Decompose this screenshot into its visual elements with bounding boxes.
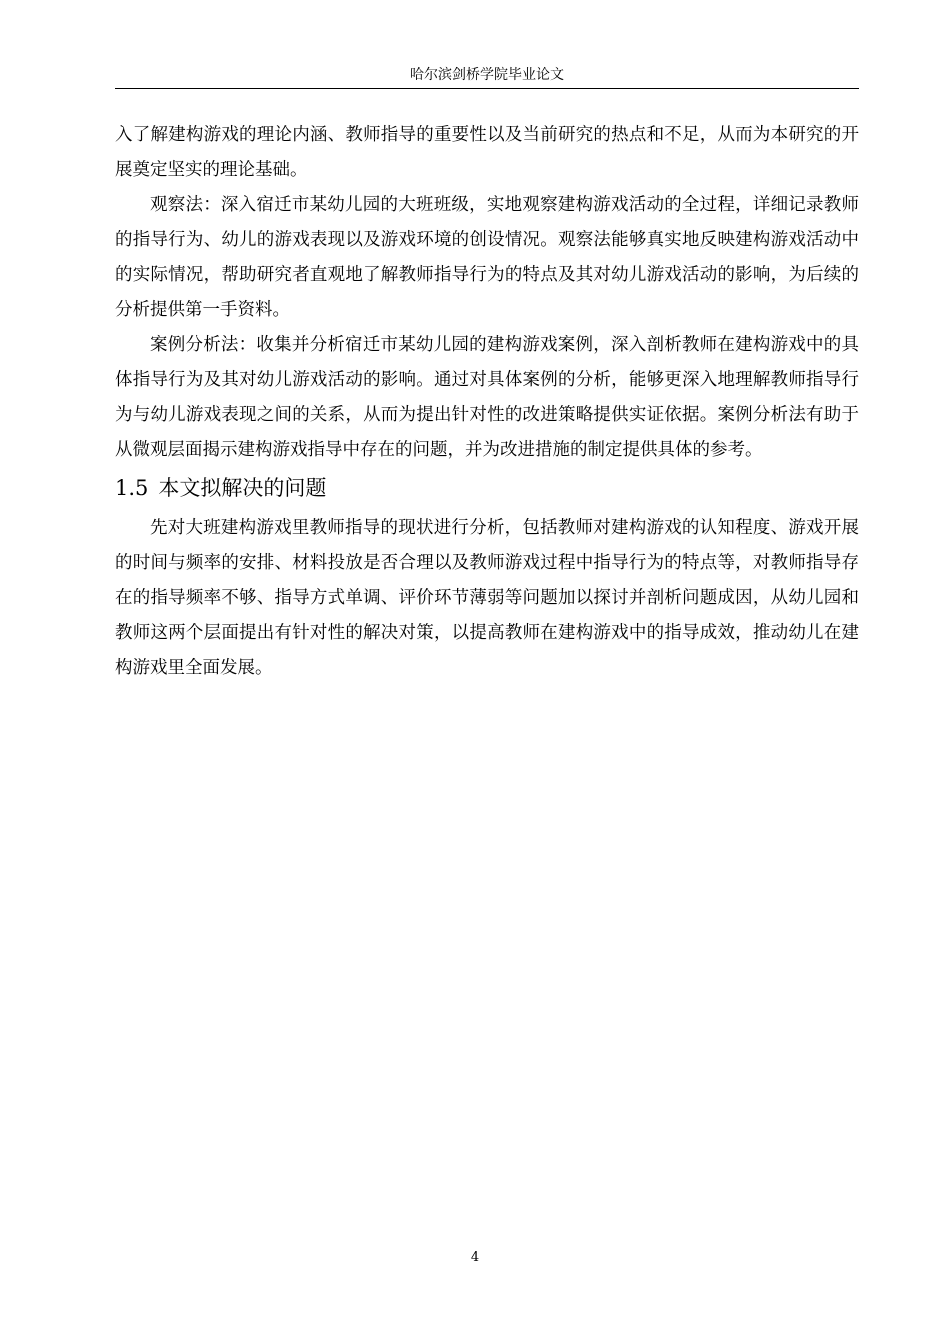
page-body	[115, 118, 859, 686]
section-title: 本文拟解决的问题	[158, 476, 327, 500]
paragraph-case-analysis-method: 案例分析法：收集并分析宿迁市某幼儿园的建构游戏案例，深入剖析教师在建构游戏中的具体指导行为及其对幼儿游戏活动的影响。通过对具体案例的分析，能够更深入地理解教师指导行为与幼儿游戏表现之间的关系，从而为提出针对性的改进策略提供实证依据。案例分析法有助于从微观层面揭示建构游戏指导中存在的问题，并为改进措施的制定提供具体的参考。	[115, 335, 859, 460]
page-header	[115, 64, 859, 89]
section-heading	[115, 471, 859, 506]
section-number: 1.5	[115, 476, 149, 500]
page-footer	[0, 1249, 950, 1267]
header-title: 哈尔滨剑桥学院毕业论文	[410, 67, 564, 83]
paragraph-problems-to-solve: 先对大班建构游戏里教师指导的现状进行分析，包括教师对建构游戏的认知程度、游戏开展的时间与频率的安排、材料投放是否合理以及教师游戏过程中指导行为的特点等，对教师指导存在的指导频率不够、指导方式单调、评价环节薄弱等问题加以探讨并剖析问题成因，从幼儿园和教师这两个层面提出有针对性的解决对策，以提高教师在建构游戏中的指导成效，推动幼儿在建构游戏里全面发展。	[115, 518, 859, 678]
paragraph-continuation: 入了解建构游戏的理论内涵、教师指导的重要性以及当前研究的热点和不足，从而为本研究的开展奠定坚实的理论基础。	[115, 125, 859, 180]
page-number: 4	[470, 1250, 480, 1265]
paragraph-observation-method: 观察法：深入宿迁市某幼儿园的大班班级，实地观察建构游戏活动的全过程，详细记录教师的指导行为、幼儿的游戏表现以及游戏环境的创设情况。观察法能够真实地反映建构游戏活动中的实际情况，帮助研究者直观地了解教师指导行为的特点及其对幼儿游戏活动的影响，为后续的分析提供第一手资料。	[115, 195, 859, 320]
